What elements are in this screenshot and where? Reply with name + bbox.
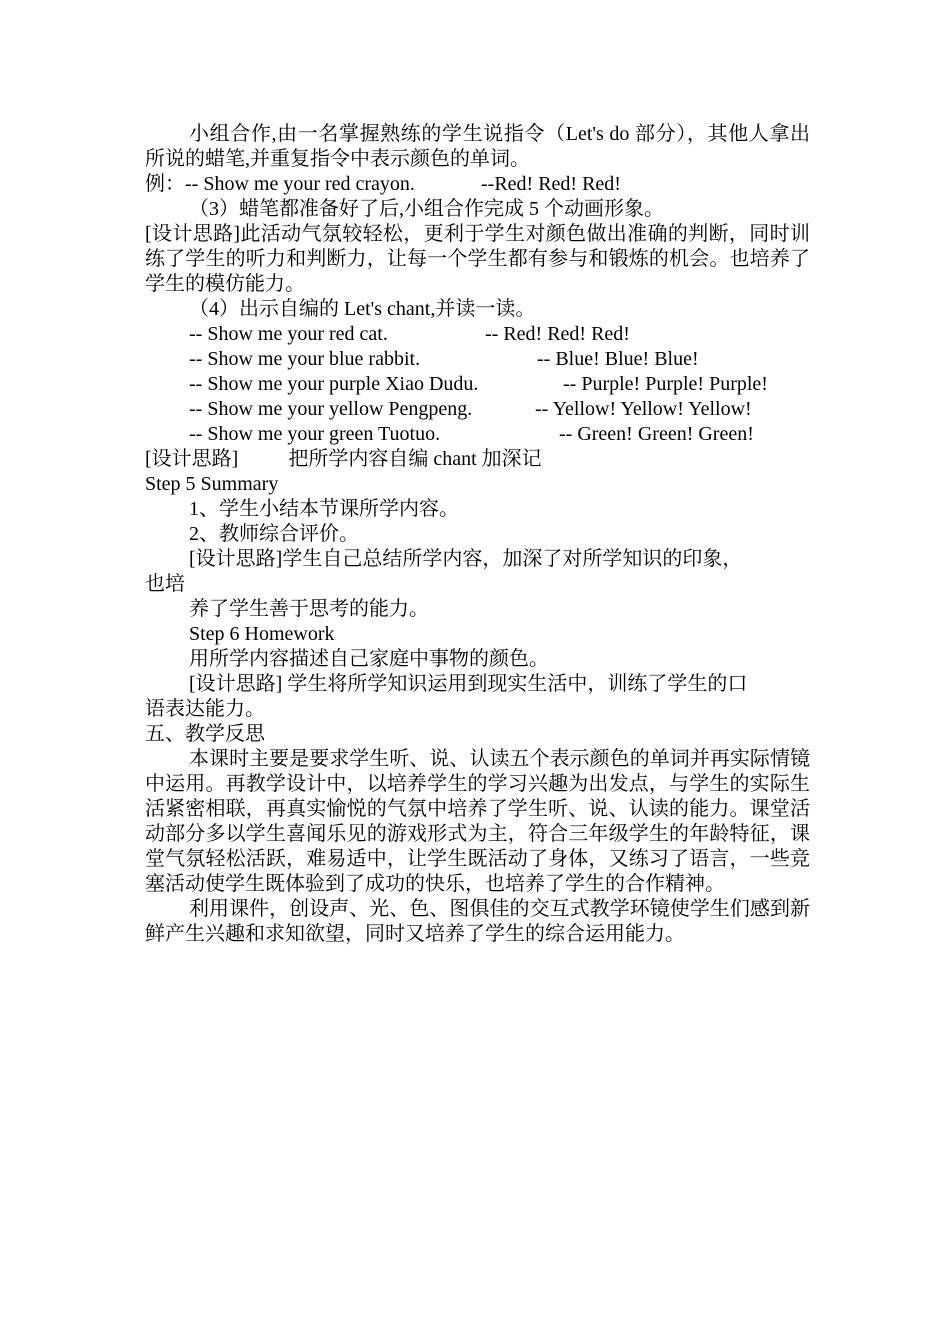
- chant-response: -- Purple! Purple! Purple!: [563, 373, 768, 395]
- chant-command: -- Show me your blue rabbit.: [189, 348, 421, 370]
- design-note-cont: 也培: [145, 573, 185, 595]
- chant-line: [145, 347, 810, 372]
- list-item: 1、学生小结本节课所学内容。: [189, 498, 459, 520]
- design-note: [设计思路] 学生将所学知识运用到现实生活中，训练了学生的口: [189, 673, 748, 695]
- paragraph: （4）出示自编的 Let's chant,并读一读。: [189, 298, 536, 320]
- example-response: --Red! Red! Red!: [481, 173, 621, 195]
- chant-command: -- Show me your green Tuotuo.: [189, 423, 441, 445]
- design-note: [145, 447, 810, 472]
- chant-response: -- Green! Green! Green!: [559, 423, 754, 445]
- paragraph: 用所学内容描述自己家庭中事物的颜色。: [189, 648, 549, 670]
- design-note: [设计思路]学生自己总结所学内容，加深了对所学知识的印象，: [189, 548, 743, 570]
- design-note-cont: 语表达能力。: [145, 698, 265, 720]
- reflection-paragraph: 本课时主要是要求学生听、说、认读五个表示颜色的单词并再实际情镜中运用。再教学设计中，以培养学生的学习兴趣为出发点，与学生的实际生活紧密相联，再真实愉悦的气氛中培养了学生听、说、认读的能力。课堂活动部分多以学生喜闻乐见的游戏形式为主，符合三年级学生的年龄特征，课堂气氛轻松活跃，难易适中，让学生既活动了身体，又练习了语言，一些竞塞活动使学生既体验到了成功的快乐，也培养了学生的合作精神。: [145, 748, 810, 895]
- section-heading: 五、教学反思: [145, 723, 265, 745]
- chant-command: -- Show me your red cat.: [189, 323, 388, 345]
- example-command: -- Show me your red crayon.: [185, 173, 415, 195]
- chant-line: [145, 397, 810, 422]
- step-heading: Step 6 Homework: [189, 623, 335, 645]
- chant-line: [145, 422, 810, 447]
- example-prefix: 例：: [145, 173, 185, 195]
- chant-line: [145, 322, 810, 347]
- chant-response: -- Blue! Blue! Blue!: [537, 348, 699, 370]
- reflection-paragraph: 利用课件，创设声、光、色、图俱佳的交互式教学环镜使学生们感到新鲜产生兴趣和求知欲望，同时又培养了学生的综合运用能力。: [145, 898, 810, 945]
- chant-line: [145, 372, 810, 397]
- design-note: [设计思路]此活动气氛较轻松，更利于学生对颜色做出准确的判断，同时训练了学生的听力和判断力，让每一个学生都有参与和锻炼的机会。也培养了学生的模仿能力。: [145, 223, 810, 295]
- chant-command: -- Show me your yellow Pengpeng.: [189, 398, 473, 420]
- example-line: [145, 172, 810, 197]
- design-text: 把所学内容自编 chant 加深记: [288, 448, 542, 470]
- design-note-cont: 养了学生善于思考的能力。: [189, 598, 429, 620]
- step-heading: Step 5 Summary: [145, 473, 279, 495]
- chant-command: -- Show me your purple Xiao Dudu.: [189, 373, 479, 395]
- document-page: [145, 122, 810, 947]
- chant-response: -- Red! Red! Red!: [485, 323, 630, 345]
- paragraph: （3）蜡笔都准备好了后,小组合作完成 5 个动画形象。: [189, 198, 664, 220]
- list-item: 2、教师综合评价。: [189, 523, 359, 545]
- paragraph: 小组合作,由一名掌握熟练的学生说指令（Let's do 部分），其他人拿出所说的蜡笔,并重复指令中表示颜色的单词。: [145, 123, 810, 170]
- chant-response: -- Yellow! Yellow! Yellow!: [535, 398, 752, 420]
- design-label: [设计思路]: [145, 448, 239, 470]
